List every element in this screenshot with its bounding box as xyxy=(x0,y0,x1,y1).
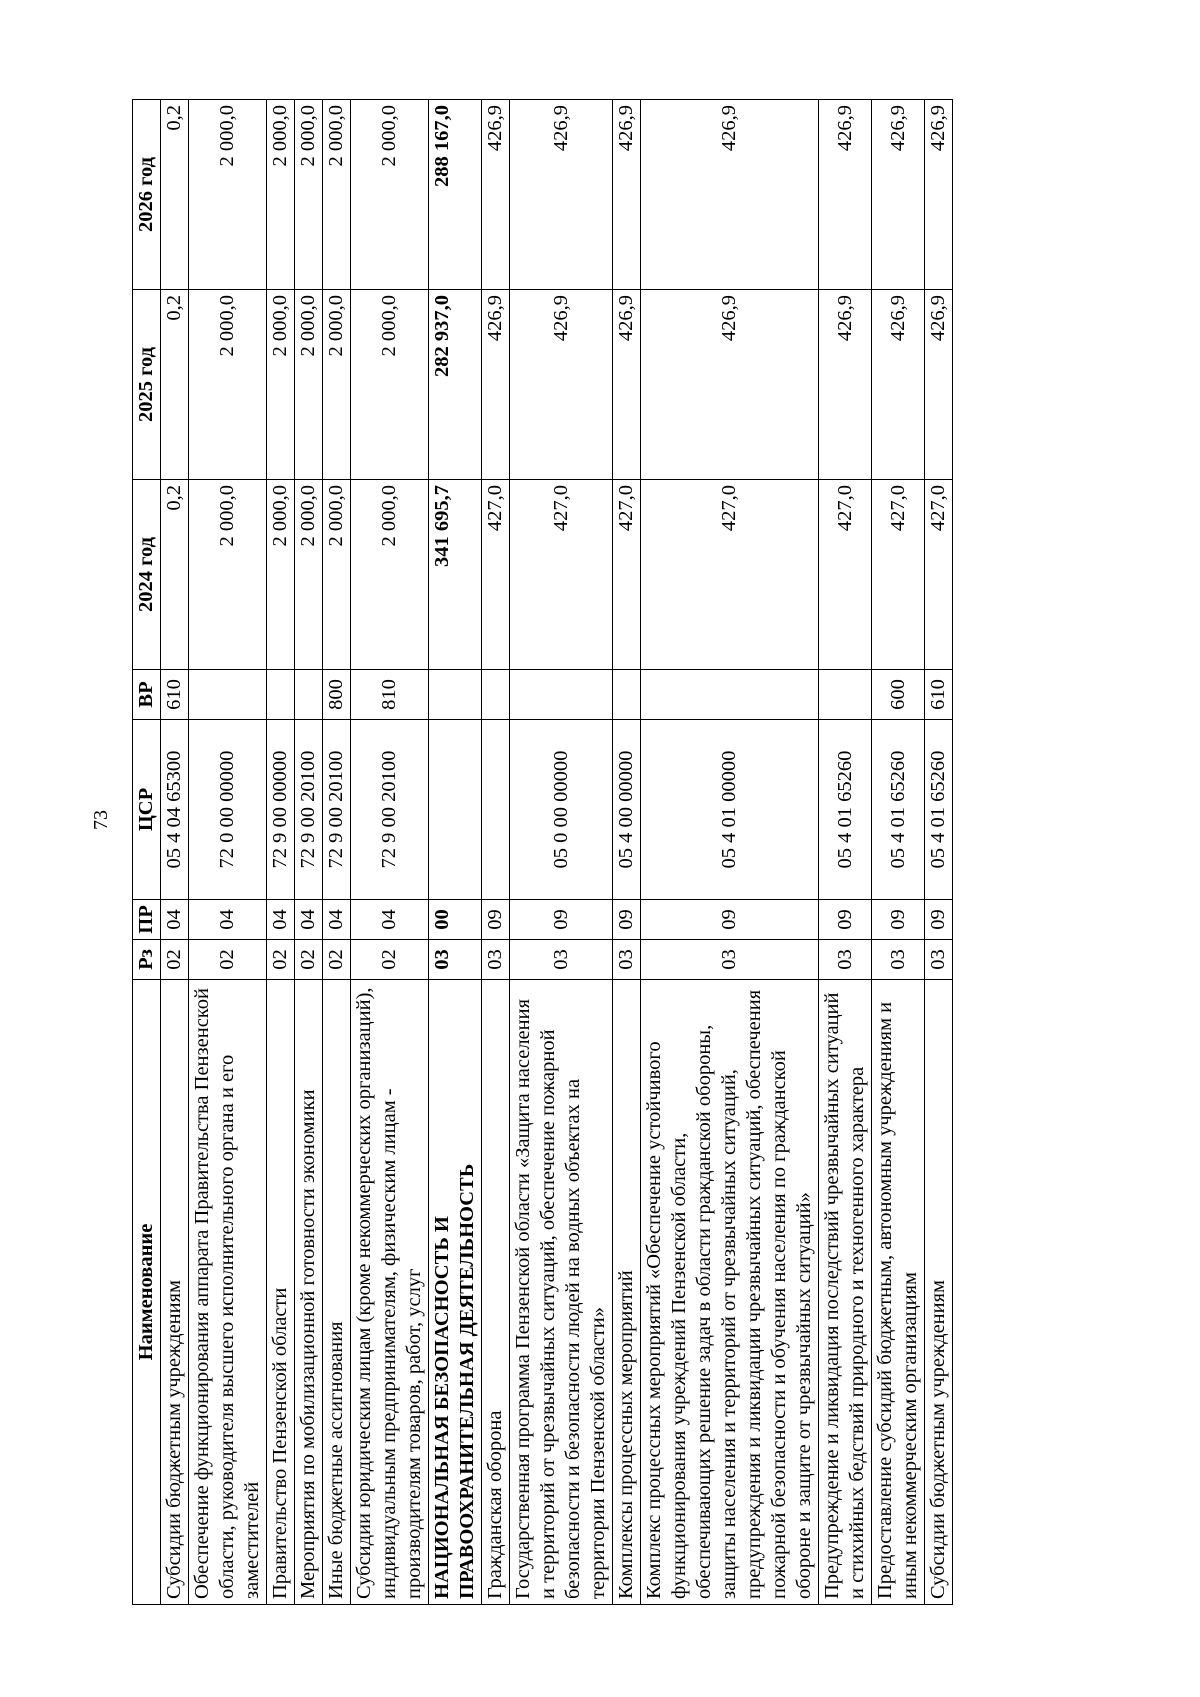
cell-name: Предоставление субсидий бюджетным, автономным учреждениям и иным некоммерческим организациям xyxy=(872,980,925,1605)
cell-2025: 2 000,0 xyxy=(267,290,295,480)
table-row xyxy=(872,100,925,1605)
table-row xyxy=(613,100,641,1605)
cell-csr: 72 0 00 00000 xyxy=(189,720,267,900)
cell-csr: 05 4 04 65300 xyxy=(161,720,189,900)
cell-vr: 600 xyxy=(872,670,925,720)
cell-2026: 288 167,0 xyxy=(429,100,482,290)
cell-2026: 426,9 xyxy=(872,100,925,290)
cell-pr: 00 xyxy=(429,900,482,940)
cell-vr xyxy=(267,670,295,720)
cell-name: Комплекс процессных мероприятий «Обеспечение устойчивого функционирования учреждений Пензенской области, обеспечивающих решение задач в области гражданской обороны, защиты населения и территорий от чрезвычайных ситуаций, предупреждения и ликвидации чрезвычайных ситуаций, обеспечения пожарной безопасности и обучения населения по гражданской обороне и защите от чрезвычайных ситуаций» xyxy=(641,980,819,1605)
cell-2026: 0,2 xyxy=(161,100,189,290)
cell-name: Мероприятия по мобилизационной готовности экономики xyxy=(295,980,323,1605)
table-row xyxy=(161,100,189,1605)
cell-csr: 72 9 00 20100 xyxy=(351,720,429,900)
cell-2024: 427,0 xyxy=(925,480,953,670)
table-row xyxy=(819,100,872,1605)
cell-2026: 426,9 xyxy=(925,100,953,290)
cell-csr: 05 4 01 65260 xyxy=(872,720,925,900)
cell-name: Комплексы процессных мероприятий xyxy=(613,980,641,1605)
cell-name: НАЦИОНАЛЬНАЯ БЕЗОПАСНОСТЬ И ПРАВООХРАНИТЕЛЬНАЯ ДЕЯТЕЛЬНОСТЬ xyxy=(429,980,482,1605)
cell-rz: 03 xyxy=(613,940,641,980)
cell-2024: 2 000,0 xyxy=(189,480,267,670)
cell-rz: 02 xyxy=(351,940,429,980)
cell-2024: 2 000,0 xyxy=(323,480,351,670)
table-row xyxy=(510,100,613,1605)
col-header-2025: 2025 год xyxy=(133,290,161,480)
cell-name: Субсидии юридическим лицам (кроме некоммерческих организаций), индивидуальным предпринимателям, физическим лицам - производителям товаров, работ, услуг xyxy=(351,980,429,1605)
cell-2024: 2 000,0 xyxy=(267,480,295,670)
col-header-rz: Рз xyxy=(133,940,161,980)
cell-2025: 426,9 xyxy=(641,290,819,480)
cell-vr xyxy=(613,670,641,720)
table-row xyxy=(189,100,267,1605)
col-header-2026: 2026 год xyxy=(133,100,161,290)
cell-name: Обеспечение функционирования аппарата Правительства Пензенской области, руководителя высшего исполнительного органа и его заместителей xyxy=(189,980,267,1605)
table-header-row xyxy=(133,100,161,1605)
cell-vr xyxy=(295,670,323,720)
cell-2024: 0,2 xyxy=(161,480,189,670)
cell-2025: 426,9 xyxy=(925,290,953,480)
cell-vr: 610 xyxy=(161,670,189,720)
cell-pr: 09 xyxy=(819,900,872,940)
cell-vr xyxy=(482,670,510,720)
cell-2025: 426,9 xyxy=(482,290,510,480)
table-row xyxy=(925,100,953,1605)
cell-vr xyxy=(641,670,819,720)
cell-2024: 2 000,0 xyxy=(295,480,323,670)
cell-vr xyxy=(189,670,267,720)
col-header-csr: ЦСР xyxy=(133,720,161,900)
cell-csr: 72 9 00 20100 xyxy=(323,720,351,900)
cell-2026: 426,9 xyxy=(641,100,819,290)
table-row xyxy=(351,100,429,1605)
cell-name: Правительство Пензенской области xyxy=(267,980,295,1605)
cell-rz: 02 xyxy=(267,940,295,980)
table-row xyxy=(482,100,510,1605)
cell-csr: 05 0 00 00000 xyxy=(510,720,613,900)
cell-rz: 03 xyxy=(429,940,482,980)
cell-pr: 04 xyxy=(267,900,295,940)
cell-2024: 427,0 xyxy=(872,480,925,670)
cell-vr: 610 xyxy=(925,670,953,720)
cell-pr: 04 xyxy=(323,900,351,940)
cell-rz: 02 xyxy=(295,940,323,980)
rotated-table-container xyxy=(132,100,953,1605)
cell-vr: 800 xyxy=(323,670,351,720)
cell-2024: 341 695,7 xyxy=(429,480,482,670)
cell-rz: 03 xyxy=(872,940,925,980)
cell-pr: 09 xyxy=(872,900,925,940)
cell-2026: 2 000,0 xyxy=(351,100,429,290)
cell-pr: 09 xyxy=(510,900,613,940)
cell-2024: 427,0 xyxy=(510,480,613,670)
cell-csr: 05 4 01 65260 xyxy=(925,720,953,900)
table-row xyxy=(295,100,323,1605)
cell-2024: 427,0 xyxy=(613,480,641,670)
cell-rz: 03 xyxy=(641,940,819,980)
cell-2025: 426,9 xyxy=(819,290,872,480)
cell-rz: 02 xyxy=(323,940,351,980)
cell-2026: 426,9 xyxy=(819,100,872,290)
cell-2024: 2 000,0 xyxy=(351,480,429,670)
cell-pr: 04 xyxy=(189,900,267,940)
cell-2025: 2 000,0 xyxy=(351,290,429,480)
cell-2026: 426,9 xyxy=(510,100,613,290)
cell-2025: 0,2 xyxy=(161,290,189,480)
cell-pr: 09 xyxy=(641,900,819,940)
cell-name: Субсидии бюджетным учреждениям xyxy=(925,980,953,1605)
cell-2025: 2 000,0 xyxy=(295,290,323,480)
cell-pr: 09 xyxy=(482,900,510,940)
cell-2024: 427,0 xyxy=(482,480,510,670)
cell-name: Предупреждение и ликвидация последствий чрезвычайных ситуаций и стихийных бедствий природного и техногенного характера xyxy=(819,980,872,1605)
cell-csr: 72 9 00 20100 xyxy=(295,720,323,900)
cell-rz: 02 xyxy=(189,940,267,980)
cell-2025: 2 000,0 xyxy=(189,290,267,480)
cell-name: Иные бюджетные ассигнования xyxy=(323,980,351,1605)
cell-name: Государственная программа Пензенской области «Защита населения и территорий от чрезвычайных ситуаций, обеспечение пожарной безопасности и безопасности людей на водных объектах на территории Пензенской области» xyxy=(510,980,613,1605)
col-header-2024: 2024 год xyxy=(133,480,161,670)
col-header-pr: ПР xyxy=(133,900,161,940)
cell-csr xyxy=(482,720,510,900)
col-header-name: Наименование xyxy=(133,980,161,1605)
cell-rz: 03 xyxy=(482,940,510,980)
cell-name: Субсидии бюджетным учреждениям xyxy=(161,980,189,1605)
cell-rz: 03 xyxy=(819,940,872,980)
cell-vr: 810 xyxy=(351,670,429,720)
cell-2026: 426,9 xyxy=(482,100,510,290)
cell-vr xyxy=(819,670,872,720)
cell-2024: 427,0 xyxy=(641,480,819,670)
cell-pr: 04 xyxy=(161,900,189,940)
cell-2025: 426,9 xyxy=(872,290,925,480)
cell-pr: 09 xyxy=(613,900,641,940)
cell-vr xyxy=(429,670,482,720)
cell-rz: 03 xyxy=(925,940,953,980)
table-row xyxy=(641,100,819,1605)
cell-2025: 426,9 xyxy=(613,290,641,480)
budget-table xyxy=(132,99,953,1605)
cell-name: Гражданская оборона xyxy=(482,980,510,1605)
cell-csr: 05 4 01 00000 xyxy=(641,720,819,900)
cell-csr: 72 9 00 00000 xyxy=(267,720,295,900)
table-body xyxy=(161,100,953,1605)
cell-2026: 2 000,0 xyxy=(189,100,267,290)
cell-2026: 2 000,0 xyxy=(295,100,323,290)
cell-vr xyxy=(510,670,613,720)
cell-2025: 426,9 xyxy=(510,290,613,480)
cell-2024: 427,0 xyxy=(819,480,872,670)
cell-csr: 05 4 01 65260 xyxy=(819,720,872,900)
cell-2025: 282 937,0 xyxy=(429,290,482,480)
cell-pr: 04 xyxy=(351,900,429,940)
col-header-vr: ВР xyxy=(133,670,161,720)
cell-pr: 09 xyxy=(925,900,953,940)
table-row xyxy=(429,100,482,1605)
cell-2026: 426,9 xyxy=(613,100,641,290)
cell-2025: 2 000,0 xyxy=(323,290,351,480)
cell-rz: 03 xyxy=(510,940,613,980)
cell-pr: 04 xyxy=(295,900,323,940)
page-number: 73 xyxy=(90,810,112,830)
cell-csr: 05 4 00 00000 xyxy=(613,720,641,900)
table-row xyxy=(323,100,351,1605)
cell-csr xyxy=(429,720,482,900)
cell-2026: 2 000,0 xyxy=(267,100,295,290)
table-row xyxy=(267,100,295,1605)
cell-2026: 2 000,0 xyxy=(323,100,351,290)
cell-rz: 02 xyxy=(161,940,189,980)
